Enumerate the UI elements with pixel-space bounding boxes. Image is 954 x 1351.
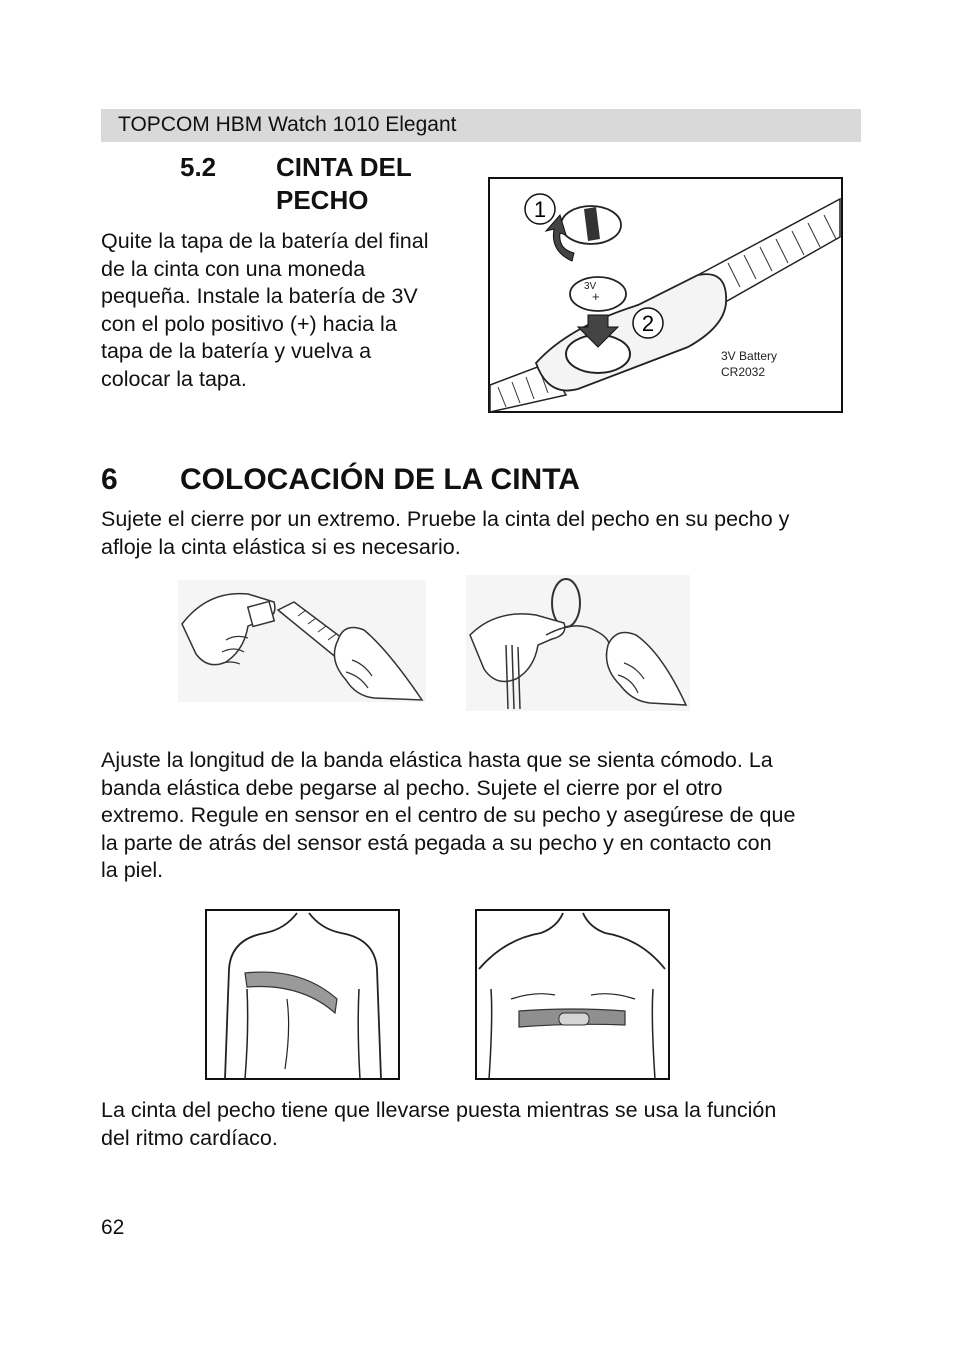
body-line: banda elástica debe pegarse al pecho. Sujete el cierre por el otro [101,775,723,800]
section-6-paragraph-3 [101,1097,776,1152]
page-number: 62 [101,1216,125,1239]
battery-label: 3V Battery [721,349,778,363]
section-6-title: COLOCACIÓN DE LA CINTA [180,463,580,496]
step2-number: 2 [641,311,655,336]
hands-holding-clasp-figure [178,580,426,702]
torso-back-view-figure [205,909,400,1080]
body-line: del ritmo cardíaco. [101,1125,278,1150]
body-line: Sujete el cierre por un extremo. Pruebe la cinta del pecho en su pecho y [101,507,790,531]
coin-label: 3V [584,281,597,292]
section-6-paragraph-2 [101,747,795,885]
coin-plus: + [592,289,600,304]
body-line: pequeña. Instale la batería de 3V [101,284,418,309]
body-line: con el polo positivo (+) hacia la [101,311,397,336]
section-5-2-number: 5.2 [180,152,217,182]
section-5-2-body [101,228,429,394]
battery-installation-figure [488,177,844,414]
body-line: afloje la cinta elástica si es necesario. [101,534,461,559]
section-5-2-title-line1: CINTA DEL [276,152,412,182]
body-line: La cinta del pecho tiene que llevarse puesta mientras se usa la función [101,1098,777,1122]
body-line: tapa de la batería y vuelva a [101,339,372,364]
torso-front-view-figure [475,909,670,1080]
body-line: la parte de atrás del sensor está pegada a su pecho y en contacto con [101,830,772,855]
body-line: extremo. Regule en sensor en el centro de su pecho y asegúrese de que [101,803,796,828]
body-line: la piel. [101,858,164,883]
body-line: colocar la tapa. [101,366,247,391]
body-line: de la cinta con una moneda [101,256,366,281]
sensor-unit [559,1013,589,1025]
section-6-number: 6 [101,463,118,496]
body-line: Ajuste la longitud de la banda elástica hasta que se sienta cómodo. La [101,748,773,772]
hands-adjusting-strap-figure [466,575,690,711]
battery-model: CR2032 [721,365,766,379]
step1-number: 1 [533,197,547,222]
body-line: Quite la tapa de la batería del final [101,229,429,253]
section-6-paragraph-1 [101,506,789,561]
header-title: TOPCOM HBM Watch 1010 Elegant [118,113,457,136]
running-header [101,109,861,142]
section-5-2-title-line2: PECHO [276,185,369,215]
